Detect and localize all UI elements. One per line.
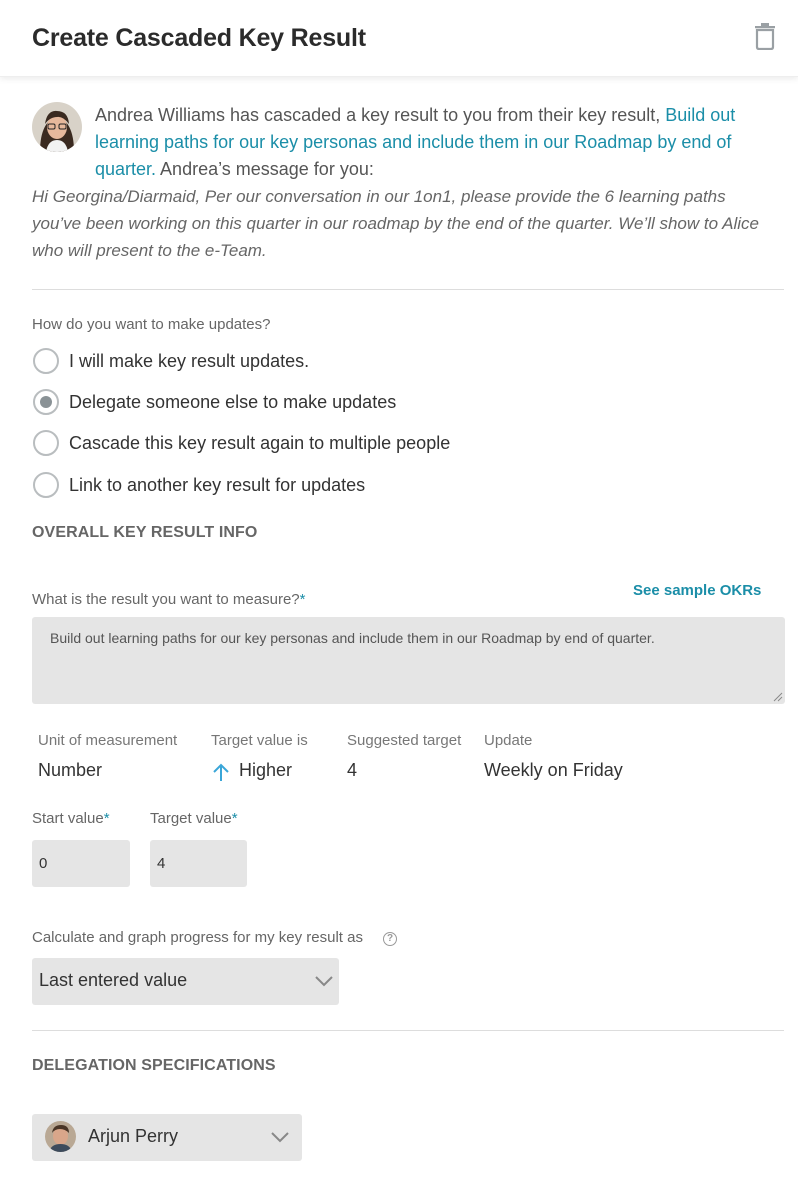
delegation-section-title: DELEGATION SPECIFICATIONS [32,1057,276,1074]
chevron-down-icon [314,975,334,987]
measure-textarea[interactable] [32,617,785,704]
resize-handle-icon[interactable] [773,692,783,702]
target-label-text: Target value [150,810,232,827]
intro-suffix: Andrea’s message for you: [156,159,374,179]
radio-label: Delegate someone else to make updates [69,391,397,412]
unit-value: Number [38,760,103,780]
update-frequency-label: Update [484,732,533,749]
delegate-select[interactable] [32,1114,302,1161]
divider [32,1030,784,1031]
target-value-label [150,810,238,827]
sender-message: Hi Georgina/Diarmaid, Per our conversation in our 1on1, please provide the 6 learning paths you’ve been working on this quarter in our roadmap by the end of the quarter. We’ll show to Alice who will present to the e-Team. [32,187,759,260]
trash-icon[interactable] [752,22,778,50]
measure-value: Build out learning paths for our key personas and include them in our Roadmap by end of quarter. [50,630,655,646]
radio-cascade-again[interactable] [33,430,450,456]
start-value-label [32,810,110,827]
suggested-target-label: Suggested target [347,732,462,749]
divider [32,289,784,290]
intro-text [95,102,785,183]
calc-progress-label: Calculate and graph progress for my key result as [32,929,363,946]
help-icon[interactable]: ? [383,932,397,946]
radio-button-checked[interactable] [33,389,59,415]
calc-progress-value: Last entered value [39,970,188,990]
radio-button[interactable] [33,472,59,498]
target-value-input[interactable]: 4 [150,840,247,887]
delegate-name: Arjun Perry [88,1126,179,1146]
radio-delegate[interactable] [33,389,396,415]
intro-prefix: Andrea Williams has cascaded a key result to you from their key result, [95,105,666,125]
sender-avatar [32,102,82,152]
overall-section-title: OVERALL KEY RESULT INFO [32,524,258,541]
suggested-target-value: 4 [347,760,358,780]
radio-label: Link to another key result for updates [69,474,366,495]
measure-label-text: What is the result you want to measure? [32,591,300,608]
measure-label [32,591,305,608]
start-value-input[interactable]: 0 [32,840,130,887]
required-mark: * [299,591,306,608]
chevron-down-icon [270,1131,290,1143]
arrow-up-icon [211,761,231,783]
update-mode-question: How do you want to make updates? [32,316,271,333]
sample-okrs-link[interactable]: See sample OKRs [633,582,762,599]
delegate-avatar [45,1121,76,1152]
radio-button[interactable] [33,348,59,374]
unit-label: Unit of measurement [38,732,178,749]
update-frequency-value: Weekly on Friday [484,760,623,780]
start-label-text: Start value [32,810,104,827]
calc-progress-select[interactable] [32,958,339,1005]
required-mark: * [103,810,110,827]
target-direction-label: Target value is [211,732,308,749]
page-title: Create Cascaded Key Result [32,24,366,52]
radio-label: I will make key result updates. [69,350,310,371]
parent-key-result-link[interactable]: Build out learning paths for our key personas and include them in our Roadmap by end of quarter. [95,105,736,179]
page-header [0,0,798,77]
radio-link-kr[interactable] [33,472,365,498]
radio-button[interactable] [33,430,59,456]
target-direction-value: Higher [239,760,293,780]
radio-label: Cascade this key result again to multiple people [69,432,451,453]
required-mark: * [231,810,238,827]
radio-self-update[interactable] [33,348,309,374]
